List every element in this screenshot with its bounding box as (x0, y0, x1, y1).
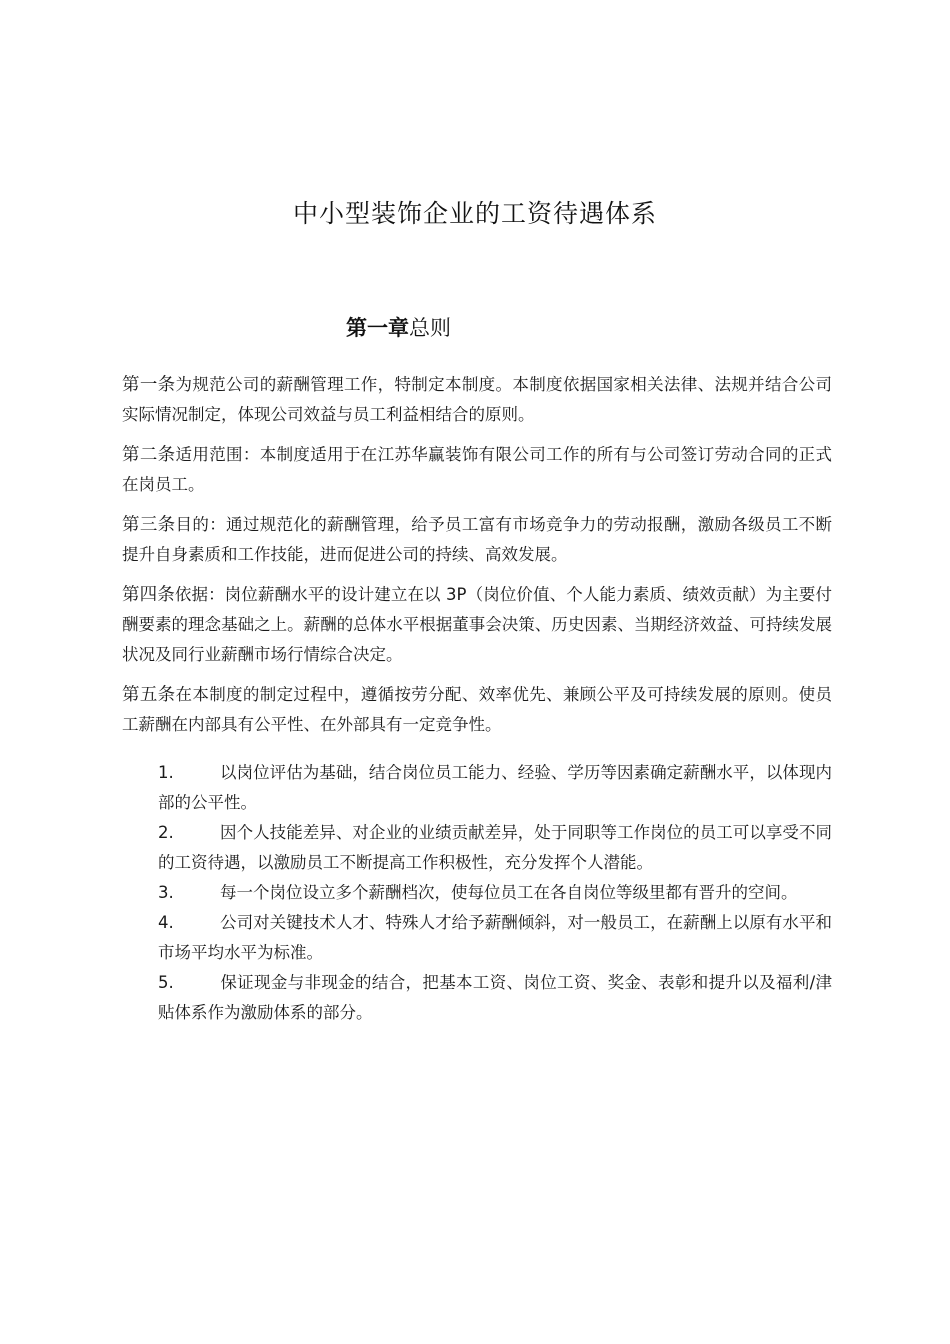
article-2 (122, 440, 832, 500)
article-1 (122, 370, 832, 430)
list-text: 公司对关键技术人才、特殊人才给予薪酬倾斜，对一般员工，在薪酬上以原有水平和市场平均水平为标准。 (158, 913, 832, 962)
list-text: 以岗位评估为基础，结合岗位员工能力、经验、学历等因素确定薪酬水平，以体现内部的公平性。 (158, 763, 832, 812)
list-item (158, 758, 832, 818)
document-title: 中小型装饰企业的工资待遇体系 (292, 199, 657, 228)
list-item (158, 968, 832, 1028)
list-item (158, 908, 832, 968)
articles-section (122, 370, 832, 750)
article-text: 适用范围：本制度适用于在江苏华赢装饰有限公司工作的所有与公司签订劳动合同的正式在岗员工。 (122, 445, 833, 494)
article-number: 第一条 (122, 375, 176, 395)
article-number: 第五条 (122, 685, 176, 705)
list-index: 2. (158, 823, 174, 842)
list-item (158, 878, 832, 908)
list-item (158, 818, 832, 878)
article-text: 目的：通过规范化的薪酬管理，给予员工富有市场竞争力的劳动报酬，激励各级员工不断提升自身素质和工作技能，进而促进公司的持续、高效发展。 (122, 515, 833, 564)
article-3 (122, 510, 832, 570)
principles-list (158, 758, 832, 1028)
chapter-name: 总则 (409, 316, 451, 340)
article-number: 第三条 (122, 515, 176, 535)
article-5 (122, 680, 832, 740)
article-text: 在本制度的制定过程中，遵循按劳分配、效率优先、兼顾公平及可持续发展的原则。使员工薪酬在内部具有公平性、在外部具有一定竞争性。 (122, 685, 833, 734)
article-text: 为规范公司的薪酬管理工作，特制定本制度。本制度依据国家相关法律、法规并结合公司实际情况制定，体现公司效益与员工利益相结合的原则。 (122, 375, 833, 424)
chapter-heading (346, 312, 451, 342)
chapter-number: 第一章 (346, 316, 409, 340)
list-index: 3. (158, 883, 174, 902)
article-number: 第四条 (122, 585, 175, 605)
article-4 (122, 580, 832, 670)
list-index: 5. (158, 973, 174, 992)
list-text: 每一个岗位设立多个薪酬档次，使每位员工在各自岗位等级里都有晋升的空间。 (220, 883, 798, 902)
list-text: 因个人技能差异、对企业的业绩贡献差异，处于同职等工作岗位的员工可以享受不同的工资待遇，以激励员工不断提高工作积极性，充分发挥个人潜能。 (158, 823, 832, 872)
list-index: 1. (158, 763, 174, 782)
article-text: 依据：岗位薪酬水平的设计建立在以 3P（岗位价值、个人能力素质、绩效贡献）为主要付酬要素的理念基础之上。薪酬的总体水平根据董事会决策、历史因素、当期经济效益、可持续发展状况及同行业薪酬市场行情综合决定。 (122, 585, 832, 664)
list-text: 保证现金与非现金的结合，把基本工资、岗位工资、奖金、表彰和提升以及福利/津贴体系作为激励体系的部分。 (158, 973, 832, 1022)
article-number: 第二条 (122, 445, 176, 465)
list-index: 4. (158, 913, 174, 932)
